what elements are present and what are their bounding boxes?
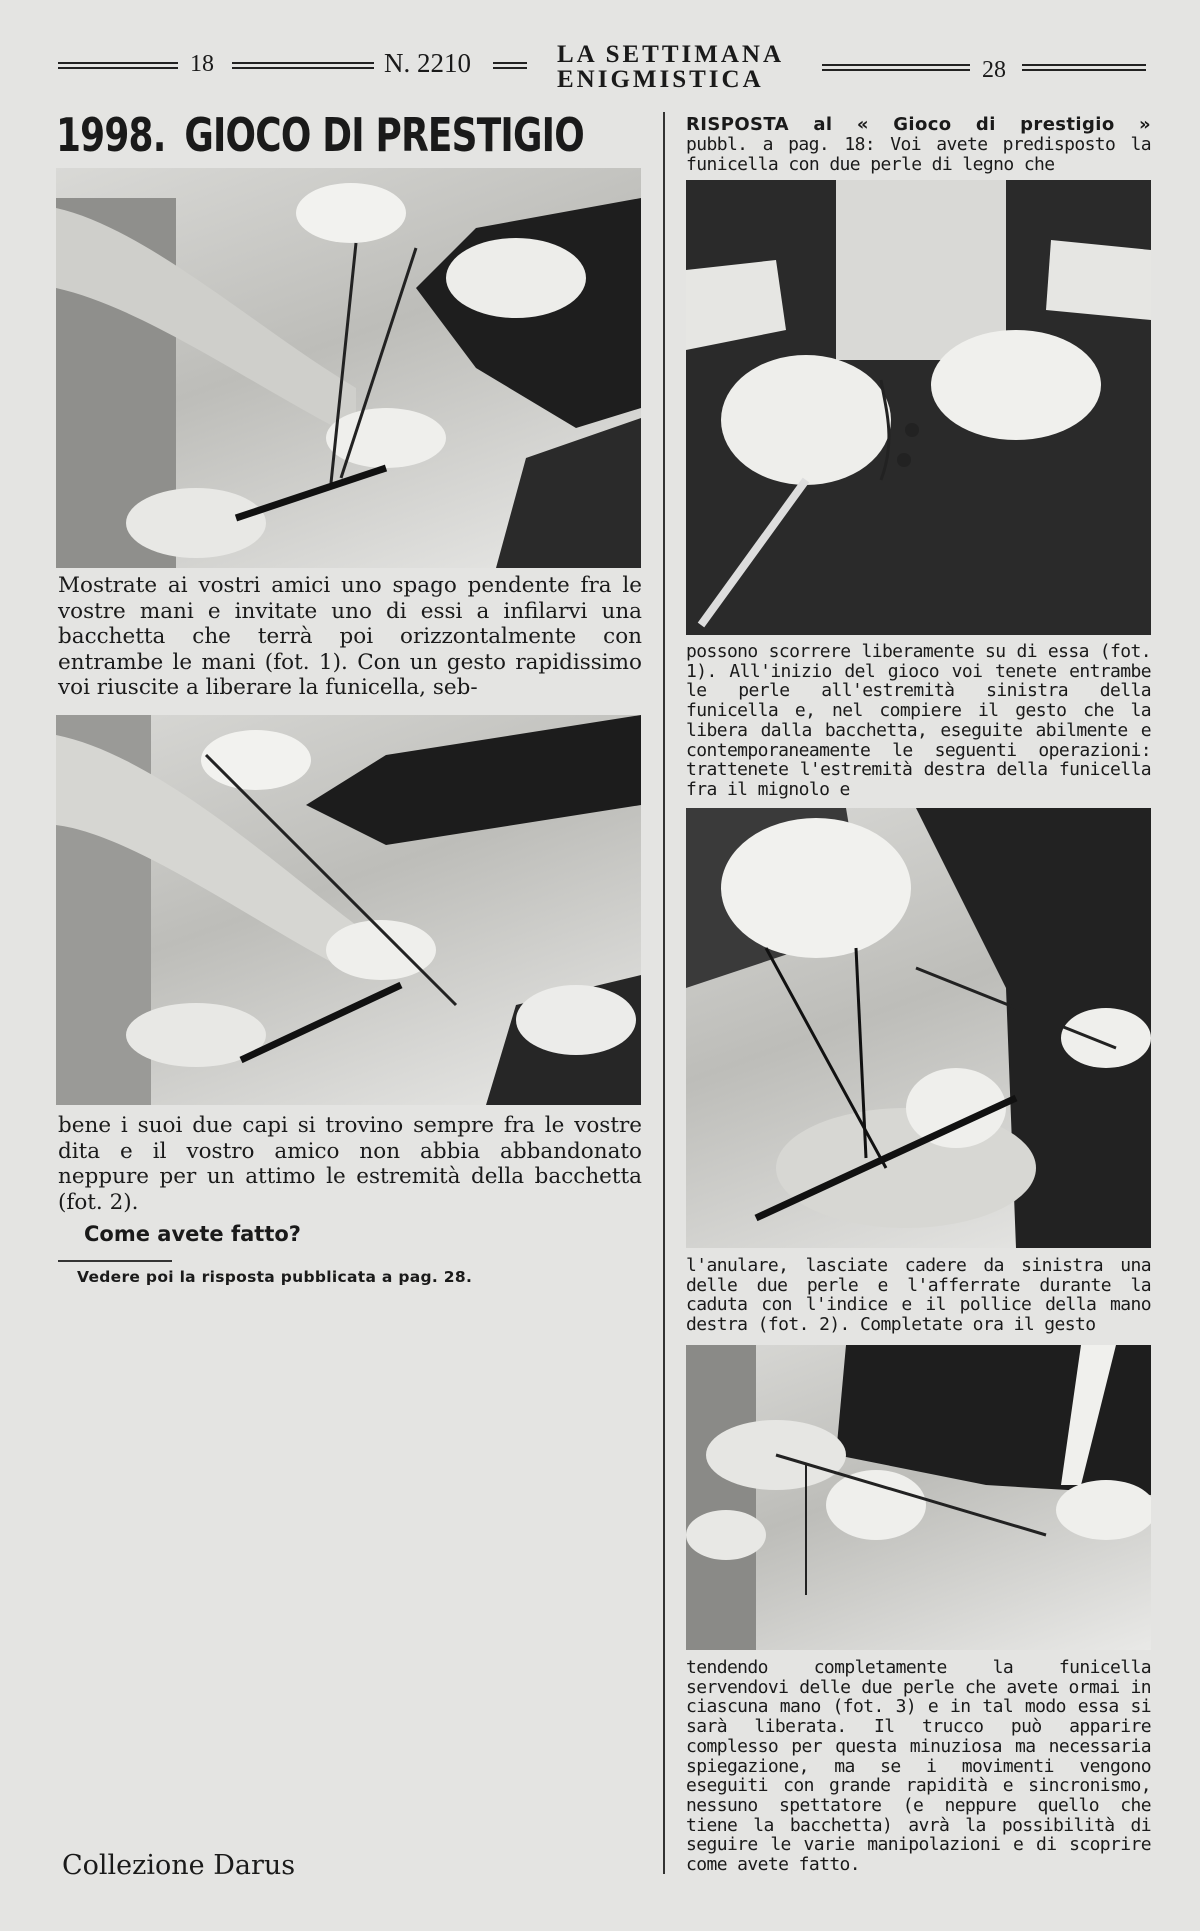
collection-credit: Collezione Darus — [62, 1850, 296, 1881]
photo-2 — [56, 715, 641, 1105]
photo-1 — [56, 168, 641, 568]
masthead — [557, 42, 797, 92]
column-divider — [663, 112, 665, 1874]
answer-paragraph-1: possono scorrere liberamente su di essa (fot. 1). All'inizio del gioco voi tenete entrambe le perle all'estremità sinistra della funicella e, nel compiere il gesto che la libera dalla bacchetta, eseguite abilmente e contemporaneamente le seguenti operazioni: trattenete l'estremità destra della funicella fra il mignolo e — [686, 641, 1151, 800]
page-number-left: 18 — [190, 51, 214, 77]
page-number-right: 28 — [982, 57, 1006, 83]
article-number: 1998. — [56, 108, 166, 162]
article-title — [56, 108, 603, 162]
question-line: Come avete fatto? — [84, 1222, 301, 1246]
answer-heading-title: RISPOSTA al « Gioco di prestigio » — [686, 114, 1151, 135]
answer-heading — [686, 114, 1151, 135]
article-paragraph-2: bene i suoi due capi si trovino sempre fra le vostre dita e il vostro amico non abbia abbandonato neppure per un attimo le estremità della bacchetta (fot. 2). — [58, 1113, 642, 1215]
article-paragraph-1: Mostrate ai vostri amici uno spago pendente fra le vostre mani e invitate uno di essi a infilarvi una bacchetta che terrà poi orizzontalmente con entrambe le mani (fot. 1). Con un gesto rapidissimo voi riuscite a liberare la funicella, seb- — [58, 573, 642, 700]
header-rule-right-1 — [822, 64, 970, 71]
header-rule-left-3 — [493, 62, 527, 69]
masthead-line-2: ENIGMISTICA — [557, 66, 764, 93]
article-title-text: GIOCO DI PRESTIGIO — [184, 108, 584, 162]
issue-number: N. 2210 — [384, 48, 471, 78]
header-rule-left-1 — [58, 62, 178, 69]
answer-photo-2 — [686, 808, 1151, 1248]
see-answer-note: Vedere poi la risposta pubblicata a pag. 28. — [77, 1268, 473, 1286]
answer-photo-1 — [686, 180, 1151, 635]
answer-paragraph-3: tendendo completamente la funicella servendovi delle due perle che avete ormai in ciascuna mano (fot. 3) e in tal modo essa si sarà liberata. Il trucco può apparire complesso per questa minuziosa ma necessaria spiegazione, ma se i movimenti vengono eseguiti con grande rapidità e sincronismo, nessuno spettatore (e neppure quello che tiene la bacchetta) avrà la possibilità di seguire le varie manipolazioni e di scoprire come avete fatto. — [686, 1657, 1151, 1876]
answer-paragraph-2: l'anulare, lasciate cadere da sinistra una delle due perle e l'afferrate durante la caduta con l'indice e il pollice della mano destra (fot. 2). Completate ora il gesto — [686, 1255, 1151, 1336]
answer-photo-3 — [686, 1345, 1151, 1650]
header-rule-right-2 — [1022, 64, 1146, 71]
answer-intro: pubbl. a pag. 18: Voi avete predisposto la funicella con due perle di legno che — [686, 134, 1151, 175]
header-rule-left-2 — [232, 62, 374, 69]
masthead-line-1: LA SETTIMANA — [557, 41, 785, 68]
short-rule — [58, 1260, 172, 1262]
